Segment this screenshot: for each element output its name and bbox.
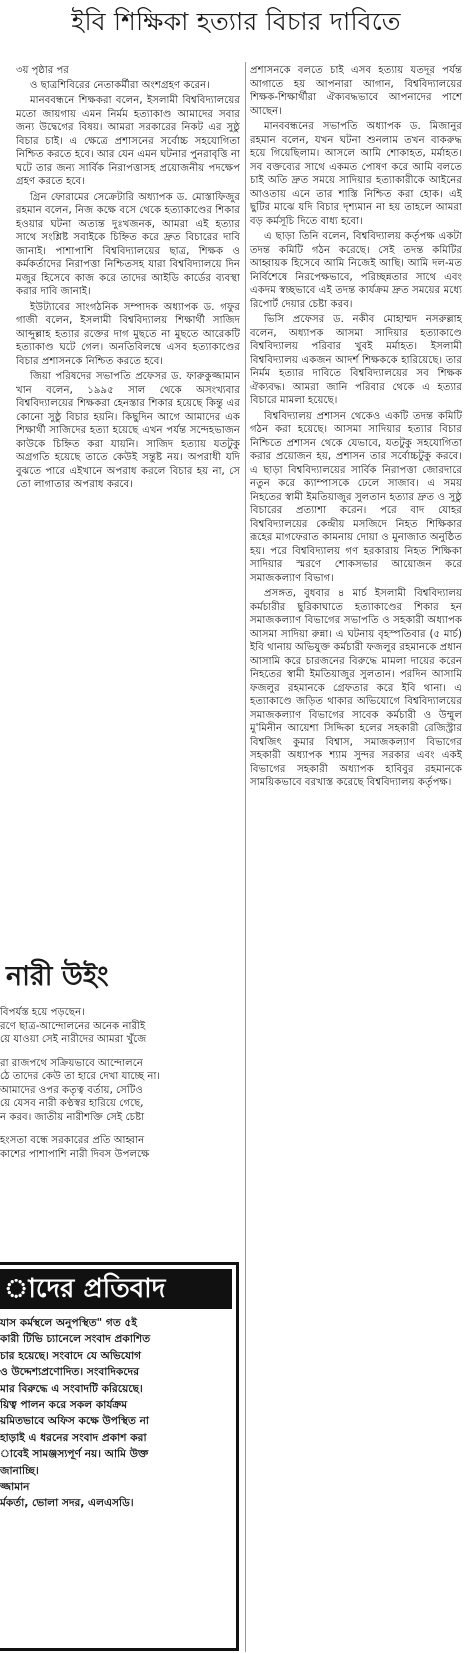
article-paragraph: ভিসি প্রফেসর ড. নকীব মোহাম্মদ নসরুল্লাহ বলেন, অধ্যাপক আসমা সাদিয়ার হত্যাকাণ্ডে বিশ্ববিদ্যালয় পরিবার খুবই মর্মাহত। ইসলামী বিশ্ববিদ্যালয় একজন আদর্শ শিক্ষককে হারিয়েছে। তার নির্মম হত্যার দাবিতে বিশ্ববিদ্যালয়ের সব শিক্ষক ঐক্যবদ্ধ। আমরা জানি পরিবার থেকে এ হত্যার বিচারে মামলা হয়েছে।: [250, 314, 462, 406]
fragment-line: আমাদের ওপর কতৃত্ব বর্তায়, সেটিও: [0, 1084, 143, 1096]
article-paragraph: প্রসঙ্গত, বুধবার ৪ মার্চ ইসলামী বিশ্ববিদ্যালয় কর্মচারীর ছুরিকাঘাতে হত্যাকাণ্ডের শিকার হন সমাজকল্যাণ বিভাগের সভাপতি ও সহকারী অধ্যাপক আসমা সাদিয়া রুন্না। এ ঘটনায় বৃহস্পতিবার (৫ মার্চ) ইবি থানায় অভিযুক্ত কর্মচারী ফজলুর রহমানকে প্রধান আসামি করে চারজনের বিরুদ্ধে মামলা দায়ের করেন নিহতের স্বামী ইমতিয়াজুর সুলতান। পরদিন আসামি ফজলুর রহমানকে গ্রেফতার করে ইবি থানা। এ হত্যাকাণ্ডে জড়িত থাকার অভিযোগে বিশ্ববিদ্যালয়ের সমাজকল্যাণ বিভাগের সাবেক কর্মচারী ও উম্মুল মু'মিনীন আয়েশা সিদ্দিকা হলের সহকারী রেজিস্ট্রার বিশ্বজিৎ কুমার বিশ্বাস, সমাজকল্যাণ বিভাগের সহকারী অধ্যাপক শ্যাম সুন্দর সরকার এবং একই বিভাগের সহকারী অধ্যাপক হাবিবুর রহমানকে সাময়িকভাবে বরখাস্ত করেছে বিশ্ববিদ্যালয় কর্তৃপক্ষ।: [250, 588, 462, 788]
fragment-line: ঠে তাদের কেউ তা হারে দেখা যাচ্ছে না।: [0, 1071, 161, 1082]
protest-notice-box: [0, 1262, 239, 1651]
article-paragraph: প্রশাসনকে বলতে চাই এসব হত্যায় যতদূর পর্যন্ত আগাতে হয় আপনারা আগান, বিশ্ববিদ্যালয়ের শিক্ষক-শিক্ষার্থীরা ঐক্যবদ্ধভাবে আপনাদের পাশে আছেন।: [250, 65, 462, 117]
notice-line: ও উদ্দেশ্যপ্রণোদিত। সংবাদিকদের: [0, 1366, 140, 1379]
notice-line: মার বিরুদ্ধে এ সংবাদটি করিয়েছে।: [0, 1382, 143, 1395]
article-paragraph: জিয়া পরিষদের সভাপতি প্রফেসর ড. ফারুকুজ্জামান খান বলেন, ১৯৯৫ সাল থেকে অসংখ্যবার বিশ্ববিদ্যালয়ের শিক্ষকরা হেনস্তার শিকার হয়েছে কিন্তু এর কোনো সুষ্ঠু বিচার হয়নি। কিছুদিন আগে আমাদের এক শিক্ষার্থী সাজিদের হত্যা হয়েছে এখন পর্যন্ত সন্দেহভাজন কাউকে চিহ্নিত করা যায়নি। সাজিদ হত্যায় যতটুকু অগ্রগতি হয়েছে তাতে কেউই সন্তুষ্ট নয়। অপরাধী যদি বুঝতে পারে এইখানে অপরাধ করলে বিচার হয় না, সে তো লাগাতার অপরাধ করবে।: [16, 371, 240, 490]
notice-line: হাড়াই এ ধরনের সংবাদ প্রকাশ করা: [0, 1431, 147, 1444]
notice-line: য়মিতভাবে অফিস কক্ষে উপস্থিত না: [0, 1415, 150, 1428]
notice-line: কারী টিভি চ্যানেলে সংবাদ প্রকাশিত: [0, 1333, 151, 1346]
notice-line: চার হয়েছে। সংবাদে যে অভিযোগ: [0, 1349, 142, 1362]
article-paragraph: এ ছাড়া তিনি বলেন, বিশ্ববিদ্যালয় কর্তৃপক্ষ একটা তদন্ত কমিটি গঠন করেছে। সেই তদন্ত কমিটির আহ্বায়ক হিসেবে আমি নিজেই আছি। আমি দল-মত নির্বিশেষে নিরপেক্ষভাবে, পরিচ্ছন্নতার সাথে এবং একদম স্বচ্ছভাবে এই তদন্ত কার্যক্রম দ্রুত সময়ের মধ্যে রিপোর্ট দেয়ার চেষ্টা করব।: [250, 231, 462, 310]
protest-notice-body: [0, 1315, 232, 1512]
notice-signature-title: র্মকর্তা, ভোলা সদর, এলএসডি।: [0, 1497, 134, 1510]
fragment-line: ন করব। জাতীয় নারীশক্তি সেই চেষ্টা: [0, 1111, 145, 1123]
protest-notice-title: াদের প্রতিবাদ: [0, 1269, 232, 1309]
women-wing-headline: নারী উইং: [6, 961, 109, 992]
article-right-column: [250, 64, 462, 1649]
paragraph-gap: [0, 1047, 238, 1057]
article-paragraph: ও ছাত্রশিবিরের নেতাকর্মীরা অংশগ্রহণ করেন।: [30, 79, 210, 91]
fragment-line: রণে ছাত্র-আন্দোলনের অনেক নারীই: [0, 1020, 146, 1032]
fragment-line: হংসতা বন্ধে সরকারের প্রতি আহ্বান: [0, 1135, 145, 1146]
column-divider: [245, 62, 246, 1652]
headline: ইবি শিক্ষিকা হত্যার বিচার দাবিতে: [71, 7, 401, 36]
continue-marker: ৩য় পৃষ্ঠার পর: [16, 65, 69, 76]
article-paragraph: ইউট্যাবের সাংগঠনিক সম্পাদক অধ্যাপক ড. গফুর গাজী বলেন, ইসলামী বিশ্ববিদ্যালয় শিক্ষার্থী সাজিদ আব্দুল্লাহ হত্যার রক্তের দাগ মুছতে না মুছতে আরেকটি হত্যাকাণ্ড ঘটে গেল। অনতিবিলম্বে এসব হত্যাকাণ্ডের বিচার প্রশাসনকে নিশ্চিত করতে হবে।: [16, 301, 240, 367]
paragraph-gap: [0, 1124, 238, 1134]
article-paragraph: মানববন্ধনে শিক্ষকরা বলেন, ইসলামী বিশ্ববিদ্যালয়ের মতো জায়গায় এমন নির্মম হত্যাকাণ্ড আমাদের সবার জন্য উদ্বেগের বিষয়। আমরা সরকারের নিকট এর সুষ্ঠু বিচার চাই। এ ক্ষেত্রে প্রশাসনের সর্বোচ্চ সহযোগিতা নিশ্চিত করতে হবে। আর যেন এমন ঘটনার পুনরাবৃত্তি না ঘটে তার জন্য সার্বিক নিরাপত্তাসহ প্রয়োজনীয় পদক্ষেপ গ্রহণ করতে হবে।: [16, 95, 240, 187]
notice-line: াবেই সামঞ্জস্যপূর্ণ নয়। আমি উক্ত: [0, 1448, 149, 1461]
article-paragraph: মানববন্ধনের সভাপতি অধ্যাপক ড. মিজানুর রহমান বলেন, যখন ঘটনা শুনলাম তখন বাকরুদ্ধ হয়ে গিয়েছিলাম। আসলে আমি শোকাহত, মর্মাহত। সব বক্তব্যের সাথে একমত পোষণ করে আমি বলতে চাই অতি দ্রুত সময়ে সাদিয়ার হত্যাকারীকে আইনের আওতায় এনে তার শাস্তি নিশ্চিত করা হোক। এই ছুটির মাঝে যদি বিচার দৃশ্যমান না হয় তাহলে আমরা বড় কর্মসূচি দিতে বাধ্য হবো।: [250, 121, 462, 227]
fragment-line: রা রাজপথে সক্রিয়ভাবে আন্দোলনে: [0, 1057, 143, 1069]
notice-signature-name: জ্জামান: [0, 1481, 30, 1494]
notice-line: জানাচ্ছি।: [0, 1464, 39, 1477]
article-left-column: [16, 64, 240, 949]
fragment-line: য়ে যাওয়া সেই নারীদের আমরা খুঁজে: [0, 1034, 147, 1045]
women-wing-article-fragment: [0, 1006, 238, 1256]
fragment-line: য়ে যেসব নারী কণ্ঠস্বর হারিয়ে গেছে,: [0, 1098, 144, 1109]
fragment-line: বিপর্যস্ত হয়ে পড়ছেন।: [0, 1007, 85, 1018]
article-paragraph: গ্রিন ফোরামের সেক্রেটারি অধ্যাপক ড. মোস্তাফিজুর রহমান বলেন, নিজ কক্ষে বসে থেকে হত্যাকাণ্ডের শিকার হওয়ার ঘটনা অত্যন্ত দুঃখজনক, আমরা এই হত্যার সাথে সংশ্লিষ্ট সবাইকে চিহ্নিত করে দ্রুত বিচারের দাবি জানাই। পাশাপাশি বিশ্ববিদ্যালয়ের ছাত্র, শিক্ষক ও কর্মকর্তাদের নিরাপত্তা নিশ্চিতসহ যারা বিশ্ববিদ্যালয়ে দিন মজুর হিসেবে কাজ করে তাদের আইডি কার্ডের ব্যবস্থা করার দাবি জানাই।: [16, 191, 240, 297]
fragment-line: কাশের পাশাপাশি নারী দিবস উপলক্ষে: [0, 1148, 150, 1160]
notice-line: যাস কর্মস্থলে অনুপস্থিত" গত ৫ই: [0, 1317, 137, 1329]
article-paragraph: বিশ্ববিদ্যালয় প্রশাসন থেকেও একটি তদন্ত কমিটি গঠন করা হয়েছে। আসমা সাদিয়ার হত্যার বিচার নিশ্চিতে প্রশাসন থেকে যেভাবে, যতটুকু সহযোগিতা করার প্রয়োজন হয়, প্রশাসন তার সর্বোচ্চটুকু করবে। এ ছাড়া বিশ্ববিদ্যালয়ের সার্বিক নিরাপত্তা জোরদারে নতুন করে ক্যাম্পাসকে ঢেলে সাজাব। এ সময় নিহতের স্বামী ইমতিয়াজুর সুলতান হত্যার দ্রুত ও সুষ্ঠু বিচারের প্রত্যাশা করেন। পরে বাদ যোহর বিশ্ববিদ্যালয়ের কেন্দ্রীয় মসজিদে নিহত শিক্ষিকার রূহের মাগফেরাত কামনায় দোয়া ও মুনাজাত অনুষ্ঠিত হয়। পরে বিশ্ববিদ্যালয় গণ হরকারায় নিহত শিক্ষিকা সাদিয়ার স্মরণে শোকসভার আয়োজন করে সমাজকল্যাণ বিভাগ।: [250, 410, 462, 584]
notice-line: য়িত্ব পালন করে সকল কার্যক্রম: [0, 1399, 128, 1412]
